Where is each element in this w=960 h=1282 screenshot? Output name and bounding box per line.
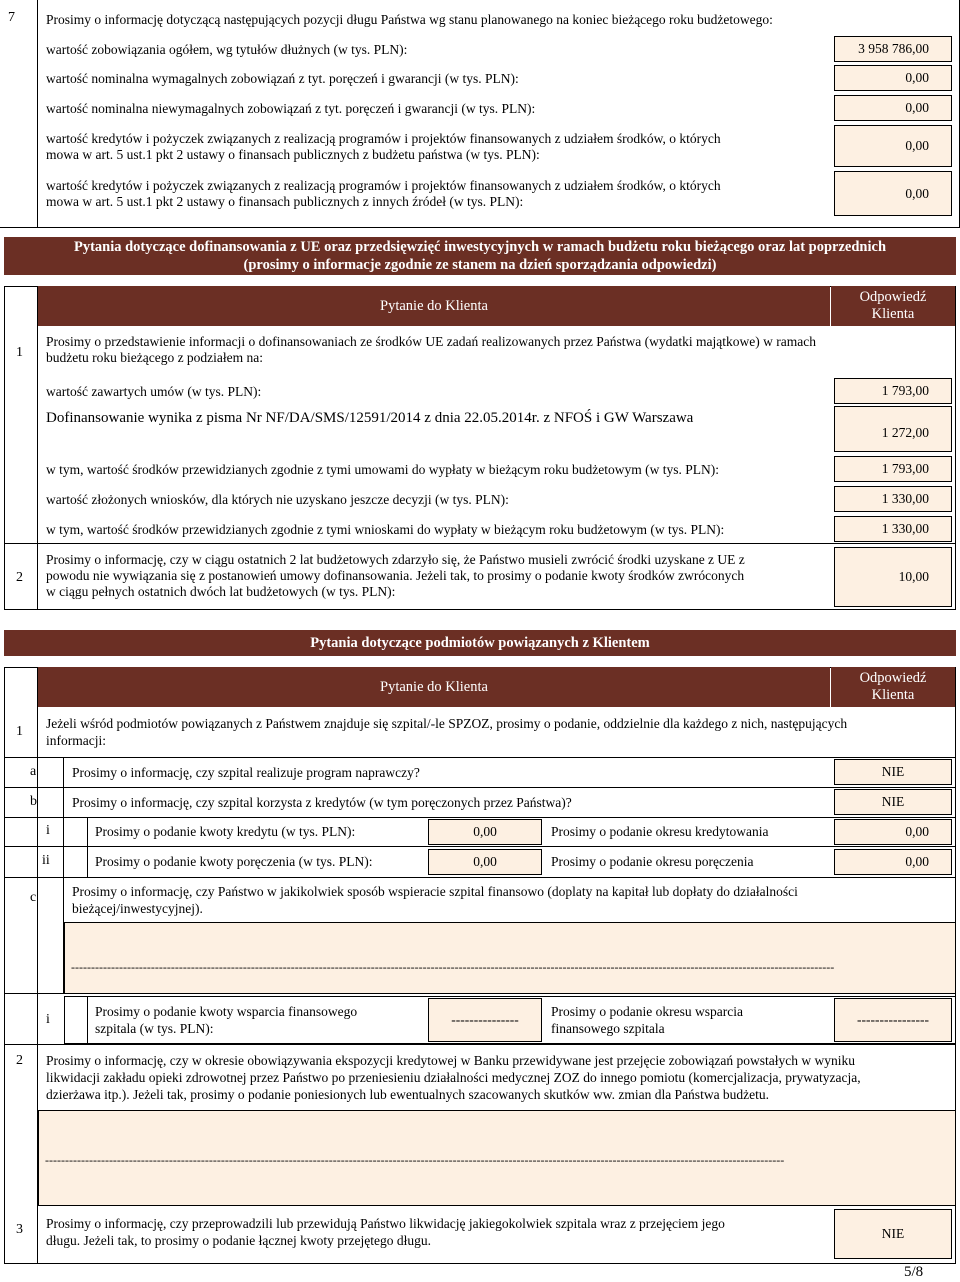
ue-number-column	[4, 286, 38, 610]
bi-credit-value: 0,00	[428, 819, 542, 845]
ue-q2-value: 10,00	[834, 547, 952, 607]
ci-roman-cell	[64, 996, 88, 1044]
related-header-question: Pytanie do Klienta	[38, 667, 830, 707]
bi-period-value: 0,00	[834, 819, 952, 845]
eu-loans-other-value: 0,00	[834, 171, 952, 216]
ue-banner-line-2: (prosimy o informacje zgodnie ze stanem na dzień sporządzania odpowiedzi)	[243, 257, 717, 273]
ue-q1-text-1: Prosimy o przedstawienie informacji o dofinansowaniach ze środków UE zadań realizowanych przez Państwa (wydatki majątkowe) w ramach	[46, 334, 816, 349]
section-7-intro: Prosimy o informację dotyczącą następujących pozycji długu Państwa wg stanu planowanego na koniec bieżącego roku budżetowego:	[46, 12, 773, 27]
bii-guarantee-value: 0,00	[428, 849, 542, 875]
related-q2-text-2: likwidacji zakładu opieki zdrowotnej przez Państwo po przeniesieniu działalności medycznej ZOZ do innego pomiotu (komercjalizacja, prywatyzacja,	[46, 1070, 861, 1085]
bi-roman-cell	[64, 817, 88, 877]
ue-q1-number: 1	[16, 345, 23, 360]
ue-q2-text-1: Prosimy o informację, czy w ciągu ostatnich 2 lat budżetowych zdarzyło się, że Państwo musieli zwrócić środki uzyskane z UE z	[46, 552, 745, 567]
planned-applications-value: 1 330,00	[834, 516, 952, 542]
related-header-answer: Odpowiedź Klienta	[831, 667, 955, 707]
ci-support-label-2: szpitala (w tys. PLN):	[95, 1021, 214, 1036]
bii-period-value: 0,00	[834, 849, 952, 875]
related-q1-text-1: Jeżeli wśród podmiotów powiązanych z Państwem znajduje się szpital/-le SPZOZ, prosimy o podanie, oddzielnie dla każdego z nich, następujących	[46, 716, 848, 731]
ue-header-question: Pytanie do Klienta	[38, 286, 830, 326]
ue-q2-text-3: w ciągu pełnych ostatnich dwóch lat budżetowych (w tys. PLN):	[46, 584, 396, 599]
cofinancing-note: Dofinansowanie wynika z pisma Nr NF/DA/SMS/12591/2014 z dnia 22.05.2014r. z NFOŚ i GW Warszawa	[46, 410, 694, 426]
applications-value: 1 330,00	[834, 486, 952, 512]
applications-label: wartość złożonych wniosków, dla których nie uzyskano jeszcze decyzji (w tys. PLN):	[46, 492, 509, 507]
bi-roman: i	[46, 823, 50, 838]
ci-support-label-1: Prosimy o podanie kwoty wsparcia finansowego	[95, 1004, 358, 1019]
c-answer-area	[64, 922, 956, 994]
c-dashes: -----------------------------------------------------------------------------------------------------------------------------------------------------------------------------------------------	[71, 960, 835, 974]
a-text: Prosimy o informację, czy szpital realizuje program naprawczy?	[72, 765, 420, 780]
contracts-value: 1 793,00	[834, 378, 952, 404]
eu-loans-state-label-1: wartość kredytów i pożyczek związanych z realizacją programów i projektów finansowanych z udziałem środków, o których	[46, 131, 721, 146]
debt-total-label: wartość zobowiązania ogółem, wg tytułów dłużnych (w tys. PLN):	[46, 42, 408, 57]
bii-roman: ii	[42, 853, 50, 868]
ci-support-value: ---------------	[428, 998, 542, 1042]
undue-guarantees-value: 0,00	[834, 95, 952, 121]
undue-guarantees-label: wartość nominalna niewymagalnych zobowiązań z tyt. poręczeń i gwarancji (w tys. PLN):	[46, 101, 536, 116]
ue-section-banner	[4, 237, 956, 275]
b-row-rule	[4, 787, 956, 788]
planned-contracts-value: 1 793,00	[834, 456, 952, 482]
c-text-2: bieżącej/inwestycyjnej).	[72, 901, 203, 916]
c-letter: c	[30, 890, 37, 905]
ci-period-label-1: Prosimy o podanie okresu wsparcia	[551, 1004, 743, 1019]
related-q2-text-1: Prosimy o informację, czy w okresie obowiązywania ekspozycji kredytowej w Banku przewidywane jest przejęcie zobowiązań powstałych w wyniku	[46, 1053, 855, 1068]
related-q3-number: 3	[16, 1222, 23, 1237]
contracts-label: wartość zawartych umów (w tys. PLN):	[46, 384, 262, 399]
b-value: NIE	[834, 789, 952, 815]
related-q1-text-2: informacji:	[46, 733, 106, 748]
due-guarantees-value: 0,00	[834, 65, 952, 91]
eu-loans-state-label-2: mowa w art. 5 ust.1 pkt 2 ustawy o finansach publicznych z budżetu państwa (w tys. PLN):	[46, 147, 540, 162]
related-q2-number: 2	[16, 1053, 23, 1068]
bii-guarantee-label: Prosimy o podanie kwoty poręczenia (w tys. PLN):	[95, 854, 373, 869]
related-q3-text-1: Prosimy o informację, czy przeprowadzili lub przewidują Państwo likwidację jakiegokolwiek szpitala wraz z przejęciem jego	[46, 1216, 725, 1231]
ue-header-answer: Odpowiedź Klienta	[831, 286, 955, 326]
bi-credit-label: Prosimy o podanie kwoty kredytu (w tys. PLN):	[95, 824, 356, 839]
ue-banner-line-1: Pytania dotyczące dofinansowania z UE oraz przedsięwzięć inwestycyjnych w ramach budżetu roku bieżącego oraz lat poprzednich	[73, 239, 887, 255]
ci-period-value: ----------------	[834, 998, 952, 1042]
eu-loans-other-label-1: wartość kredytów i pożyczek związanych z realizacją programów i projektów finansowanych z udziałem środków, o których	[46, 178, 721, 193]
debt-total-value: 3 958 786,00	[834, 36, 952, 62]
eu-loans-state-value: 0,00	[834, 125, 952, 167]
c-row-rule	[4, 877, 956, 878]
ue-q1-bottom-rule	[4, 543, 956, 544]
bi-period-label: Prosimy o podanie okresu kredytowania	[551, 824, 769, 839]
related-q1-number: 1	[16, 724, 23, 739]
due-guarantees-label: wartość nominalna wymagalnych zobowiązań z tyt. poręczeń i gwarancji (w tys. PLN):	[46, 71, 519, 86]
related-q2-text-3: dzierżawa itp.). Jeżeli tak, prosimy o podanie poniesionych lub ewentualnych szacowanych skutków ww. zmian dla Państwa budżetu.	[46, 1087, 770, 1102]
planned-applications-label: w tym, wartość środków przewidzianych zgodnie z tymi wnioskami do wypłaty w bieżącym roku budżetowym (w tys. PLN):	[46, 522, 725, 537]
related-q2-rule	[4, 1044, 956, 1045]
related-q2-dashes: -----------------------------------------------------------------------------------------------------------------------------------------------------------------------------------------	[45, 1152, 785, 1167]
section-7-number: 7	[8, 10, 15, 25]
cofinancing-value: 1 272,00	[834, 406, 952, 452]
c-text-1: Prosimy o informację, czy Państwo w jakikolwiek sposób wspieracie szpital finansowo (doplaty na kapitał lub dopłaty do działalności	[72, 884, 798, 899]
ue-q2-number: 2	[16, 570, 23, 585]
planned-contracts-label: w tym, wartość środków przewidzianych zgodnie z tymi umowami do wypłaty w bieżącym roku budżetowym (w tys. PLN):	[46, 462, 719, 477]
related-q2-answer-area	[38, 1110, 956, 1206]
ci-period-label-2: finansowego szpitala	[551, 1021, 665, 1036]
ue-q2-text-2: powodu nie wywiązania się z postanowień umowy dofinansowania. Jeżeli tak, to prosimy o podanie kwoty środków zwróconych	[46, 568, 745, 583]
a-value: NIE	[834, 759, 952, 785]
a-letter: a	[30, 764, 37, 779]
ue-q1-text-2: budżetu roku bieżącego z podziałem na:	[46, 350, 264, 365]
related-q3-value: NIE	[834, 1209, 952, 1259]
page-number: 5/8	[904, 1264, 924, 1280]
b-text: Prosimy o informację, czy szpital korzysta z kredytów (w tym poręczonych przez Państwa)?	[72, 795, 572, 810]
ci-roman: i	[46, 1012, 50, 1027]
eu-loans-other-label-2: mowa w art. 5 ust.1 pkt 2 ustawy o finansach publicznych z innych źródeł (w tys. PLN):	[46, 194, 524, 209]
related-section-banner: Pytania dotyczące podmiotów powiązanych z Klientem	[4, 630, 956, 656]
b-letter: b	[30, 794, 37, 809]
section-7-number-cell	[0, 0, 38, 228]
bii-period-label: Prosimy o podanie okresu poręczenia	[551, 854, 754, 869]
related-q3-text-2: długu. Jeżeli tak, to prosimy o podanie łącznej kwoty przejętego długu.	[46, 1233, 432, 1248]
